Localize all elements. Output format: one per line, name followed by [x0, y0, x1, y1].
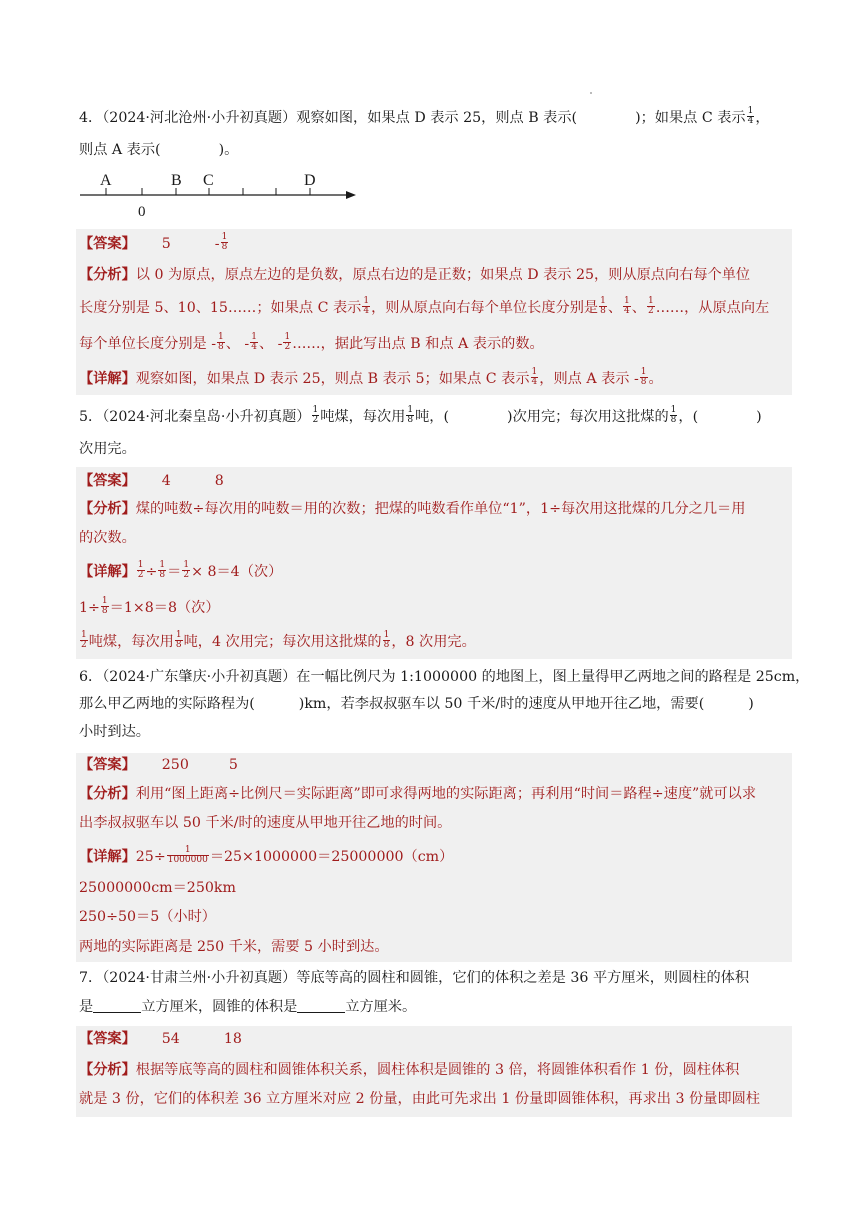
q4-detail — [79, 366, 663, 389]
point-label-a: A — [100, 172, 112, 189]
fraction-denominator: 8 — [159, 569, 166, 580]
text-run: 6．（2024·广东肇庆·小升初真题）在一幅比例尺为 1:1000000 的地图上，图上量得甲乙两地之间的路程是 25cm， — [79, 669, 810, 685]
section-tag: 【答案】 — [79, 1031, 136, 1047]
q6-stem-line2 — [79, 694, 754, 714]
q4-analysis-line3 — [79, 331, 544, 354]
text-run: 出李叔叔驱车以 50 千米/时的速度从甲地开往乙地的时间。 — [79, 815, 452, 831]
text-run: ＝ — [167, 564, 182, 580]
q6-analysis-line2 — [79, 813, 451, 833]
text-run: 以 0 为原点，原点左边的是负数，原点右边的是正数；如果点 D 表示 25，则从原点向右每个单位 — [135, 267, 751, 283]
fraction — [640, 368, 648, 387]
fraction-denominator: 2 — [183, 569, 190, 580]
text-run: 54 — [161, 1031, 180, 1047]
q5-stem-line2 — [79, 439, 136, 459]
fraction — [167, 846, 209, 865]
text-run: 就是 3 份，它们的体积差 36 立方厘米对应 2 份量，由此可先求出 1 份量即圆锥体积，再求出 3 份量即圆柱 — [79, 1091, 760, 1107]
text-run: 、 — [631, 300, 646, 316]
fraction — [137, 561, 145, 580]
fraction — [599, 297, 607, 316]
q6-stem-line3 — [79, 722, 150, 742]
q7-analysis-line2 — [79, 1089, 760, 1109]
fraction-denominator: 2 — [312, 414, 319, 425]
zero-label: 0 — [138, 204, 146, 220]
text-run: 是 — [79, 999, 94, 1015]
q5-analysis-line2 — [79, 528, 136, 548]
fraction — [747, 107, 755, 126]
fraction — [182, 561, 190, 580]
text-run: )km，若李叔叔驱车以 50 千米/时的速度从甲地开往乙地，需要( — [298, 696, 705, 712]
fraction — [158, 561, 166, 580]
section-tag: 【分析】 — [79, 786, 136, 802]
text-run: 250 — [161, 757, 189, 773]
text-run: 吨煤，每次用 — [88, 634, 174, 650]
fraction — [531, 368, 539, 387]
point-label-c: C — [203, 172, 214, 189]
answer-underline — [93, 998, 141, 1013]
point-label-b: B — [171, 172, 182, 189]
q6-detail-line1 — [79, 844, 454, 867]
text-run: ÷ — [145, 564, 158, 580]
fraction-numerator: 1 — [137, 559, 144, 570]
fraction — [362, 297, 370, 316]
text-run: ，( — [678, 409, 699, 425]
text-run: 、 - — [225, 336, 250, 352]
fraction-denominator: 4 — [624, 305, 630, 316]
text-run: ，则从原点向右每个单位长度分别是 — [371, 300, 599, 316]
fraction-denominator: 4 — [363, 305, 370, 316]
fraction — [101, 597, 109, 616]
section-tag: 【答案】 — [79, 757, 136, 773]
text-run: 立方厘米，圆锥的体积是 — [141, 999, 298, 1015]
text-run: ……，据此写出点 B 和点 A 表示的数。 — [292, 336, 544, 352]
q6-detail-line3 — [79, 907, 216, 927]
q4-stem-line2 — [79, 140, 238, 160]
fraction — [647, 297, 655, 316]
fraction-denominator: 8 — [670, 414, 677, 425]
fraction — [250, 333, 258, 352]
text-run: 5 — [228, 757, 238, 773]
text-run: 8 — [214, 473, 224, 489]
text-run: )次用完；每次用这批煤的 — [507, 409, 669, 425]
text-run: 的次数。 — [79, 530, 136, 546]
fraction — [623, 297, 631, 316]
text-run: 根据等底等高的圆柱和圆锥体积关系，圆柱体积是圆锥的 3 倍，将圆锥体积看作 1 份，圆柱体积 — [135, 1062, 740, 1078]
fraction-denominator: 4 — [251, 341, 257, 352]
text-run: ，则点 A 表示 - — [539, 371, 639, 387]
text-run: 那么甲乙两地的实际路程为( — [79, 696, 255, 712]
q6-detail-line4 — [79, 937, 389, 957]
fraction — [312, 406, 320, 425]
section-tag: 【详解】 — [79, 849, 136, 865]
fraction-numerator: 1 — [640, 366, 647, 377]
fraction-numerator: 1 — [312, 404, 319, 415]
fraction-numerator: 1 — [284, 331, 291, 342]
q6-stem-line1 — [79, 667, 809, 687]
fraction-numerator: 1 — [531, 366, 538, 377]
text-run: 观察如图，如果点 D 表示 25，则点 B 表示 5；如果点 C 表示 — [135, 371, 530, 387]
fraction — [406, 406, 414, 425]
section-tag: 【详解】 — [79, 564, 136, 580]
answer-underline — [297, 998, 345, 1013]
q5-stem-line1 — [79, 404, 762, 427]
fraction-numerator: 1 — [183, 559, 190, 570]
section-tag: 【详解】 — [79, 371, 136, 387]
q6-answer — [79, 755, 238, 775]
text-run: × 8＝4（次） — [191, 564, 283, 580]
text-run: 18 — [223, 1031, 242, 1047]
q7-stem-line2 — [79, 997, 416, 1017]
fraction — [175, 631, 183, 650]
fraction-numerator: 1 — [251, 331, 257, 342]
fraction-denominator: 4 — [531, 376, 538, 387]
text-run: 煤的吨数÷每次用的吨数＝用的次数；把煤的吨数看作单位“1”，1÷每次用这批煤的几分之几＝用 — [135, 501, 746, 517]
text-run: ……，从原点向左 — [655, 300, 770, 316]
q5-answer — [79, 471, 224, 491]
fraction-numerator: 1 — [600, 295, 606, 306]
text-run: ，8 次用完。 — [391, 634, 476, 650]
text-run: ＝25×1000000＝25000000（cm） — [209, 849, 454, 865]
fraction-denominator: 2 — [81, 639, 87, 650]
section-tag: 【答案】 — [79, 236, 136, 252]
text-run: 5 — [161, 236, 171, 252]
fraction-numerator: 1 — [383, 629, 390, 640]
fraction-numerator: 1 — [81, 629, 87, 640]
text-run: 250÷50＝5（小时） — [79, 909, 216, 925]
q6-detail-line2 — [79, 878, 236, 898]
text-run: 长度分别是 5、10、15……；如果点 C 表示 — [79, 300, 362, 316]
fraction-numerator: 1 — [175, 629, 182, 640]
fraction-denominator: 2 — [284, 341, 291, 352]
fraction-numerator: 1 — [407, 404, 414, 415]
text-run: 25÷ — [135, 849, 166, 865]
q4-answer — [79, 231, 229, 254]
text-run: 利用“图上距离÷比例尺＝实际距离”即可求得两地的实际距离；再利用“时间＝路程÷速度”就可以求 — [135, 786, 757, 802]
q5-detail-line3 — [79, 629, 476, 652]
text-run: 两地的实际距离是 250 千米，需要 5 小时到达。 — [79, 939, 389, 955]
fraction-numerator: 1 — [647, 295, 654, 306]
fraction-denominator: 4 — [747, 115, 754, 126]
text-run: 吨，( — [415, 409, 450, 425]
fraction — [221, 233, 229, 252]
fraction-denominator: 1000000 — [167, 854, 208, 865]
text-run: - — [214, 236, 220, 252]
text-run: 。 — [648, 371, 663, 387]
q4-stem-line1 — [79, 105, 770, 128]
fraction — [80, 631, 88, 650]
fraction-denominator: 8 — [407, 414, 414, 425]
text-run: 、 — [607, 300, 623, 316]
scan-speck — [590, 92, 592, 94]
text-run: 次用完。 — [79, 441, 136, 457]
q6-analysis-line1 — [79, 784, 756, 804]
point-label-d: D — [304, 172, 316, 189]
fraction — [670, 406, 678, 425]
text-run: 每个单位长度分别是 - — [79, 336, 216, 352]
text-run: 小时到达。 — [79, 724, 150, 740]
q5-detail-line2 — [79, 595, 220, 618]
fraction-numerator: 1 — [101, 595, 108, 606]
q7-analysis-line1 — [79, 1060, 739, 1080]
q5-detail-line1 — [79, 559, 283, 582]
fraction-numerator: 1 — [747, 105, 754, 116]
fraction-numerator: 1 — [624, 295, 630, 306]
section-tag: 【分析】 — [79, 501, 136, 517]
fraction-denominator: 2 — [137, 569, 144, 580]
fraction-numerator: 1 — [167, 846, 209, 856]
fraction-denominator: 8 — [101, 605, 108, 616]
fraction-denominator: 8 — [175, 639, 182, 650]
text-run: 5．（2024·河北秦皇岛·小升初真题） — [79, 409, 311, 425]
text-run: 25000000cm＝250km — [79, 880, 236, 896]
fraction-denominator: 8 — [221, 241, 228, 252]
fraction-numerator: 1 — [218, 331, 224, 342]
fraction — [283, 333, 291, 352]
text-run: 、 - — [258, 336, 283, 352]
text-run: 4．（2024·河北沧州·小升初真题）观察如图，如果点 D 表示 25，则点 B 表示( — [79, 110, 578, 126]
text-run: 4 — [161, 473, 171, 489]
text-run: 1÷ — [79, 600, 100, 616]
text-run: ) — [756, 409, 762, 425]
text-run: )。 — [218, 142, 239, 158]
q7-answer — [79, 1029, 242, 1049]
fraction — [217, 333, 225, 352]
text-run: ， — [755, 110, 770, 126]
text-run: 吨煤，每次用 — [320, 409, 406, 425]
number-line — [76, 166, 366, 222]
fraction-numerator: 1 — [363, 295, 370, 306]
text-run: ) — [748, 696, 754, 712]
fraction-denominator: 8 — [383, 639, 390, 650]
text-run: 吨，4 次用完；每次用这批煤的 — [183, 634, 382, 650]
section-tag: 【分析】 — [79, 267, 136, 283]
section-tag: 【分析】 — [79, 1062, 136, 1078]
text-run: 7．（2024·甘肃兰州·小升初真题）等底等高的圆柱和圆锥，它们的体积之差是 36 平方厘米，则圆柱的体积 — [79, 970, 750, 986]
text-run: ＝1×8＝8（次） — [109, 600, 220, 616]
fraction-numerator: 1 — [159, 559, 166, 570]
fraction-denominator: 8 — [600, 305, 606, 316]
q7-stem-line1 — [79, 968, 749, 988]
text-run: )；如果点 C 表示 — [635, 110, 746, 126]
fraction-denominator: 8 — [640, 376, 647, 387]
section-tag: 【答案】 — [79, 473, 136, 489]
q4-analysis-line1 — [79, 265, 750, 285]
fraction-numerator: 1 — [670, 404, 677, 415]
fraction-numerator: 1 — [221, 231, 228, 242]
fraction-denominator: 8 — [218, 341, 224, 352]
q5-analysis-line1 — [79, 499, 745, 519]
q4-analysis-line2 — [79, 295, 770, 318]
text-run: 则点 A 表示( — [79, 142, 161, 158]
text-run: 立方厘米。 — [345, 999, 417, 1015]
fraction — [383, 631, 391, 650]
fraction-denominator: 2 — [647, 305, 654, 316]
